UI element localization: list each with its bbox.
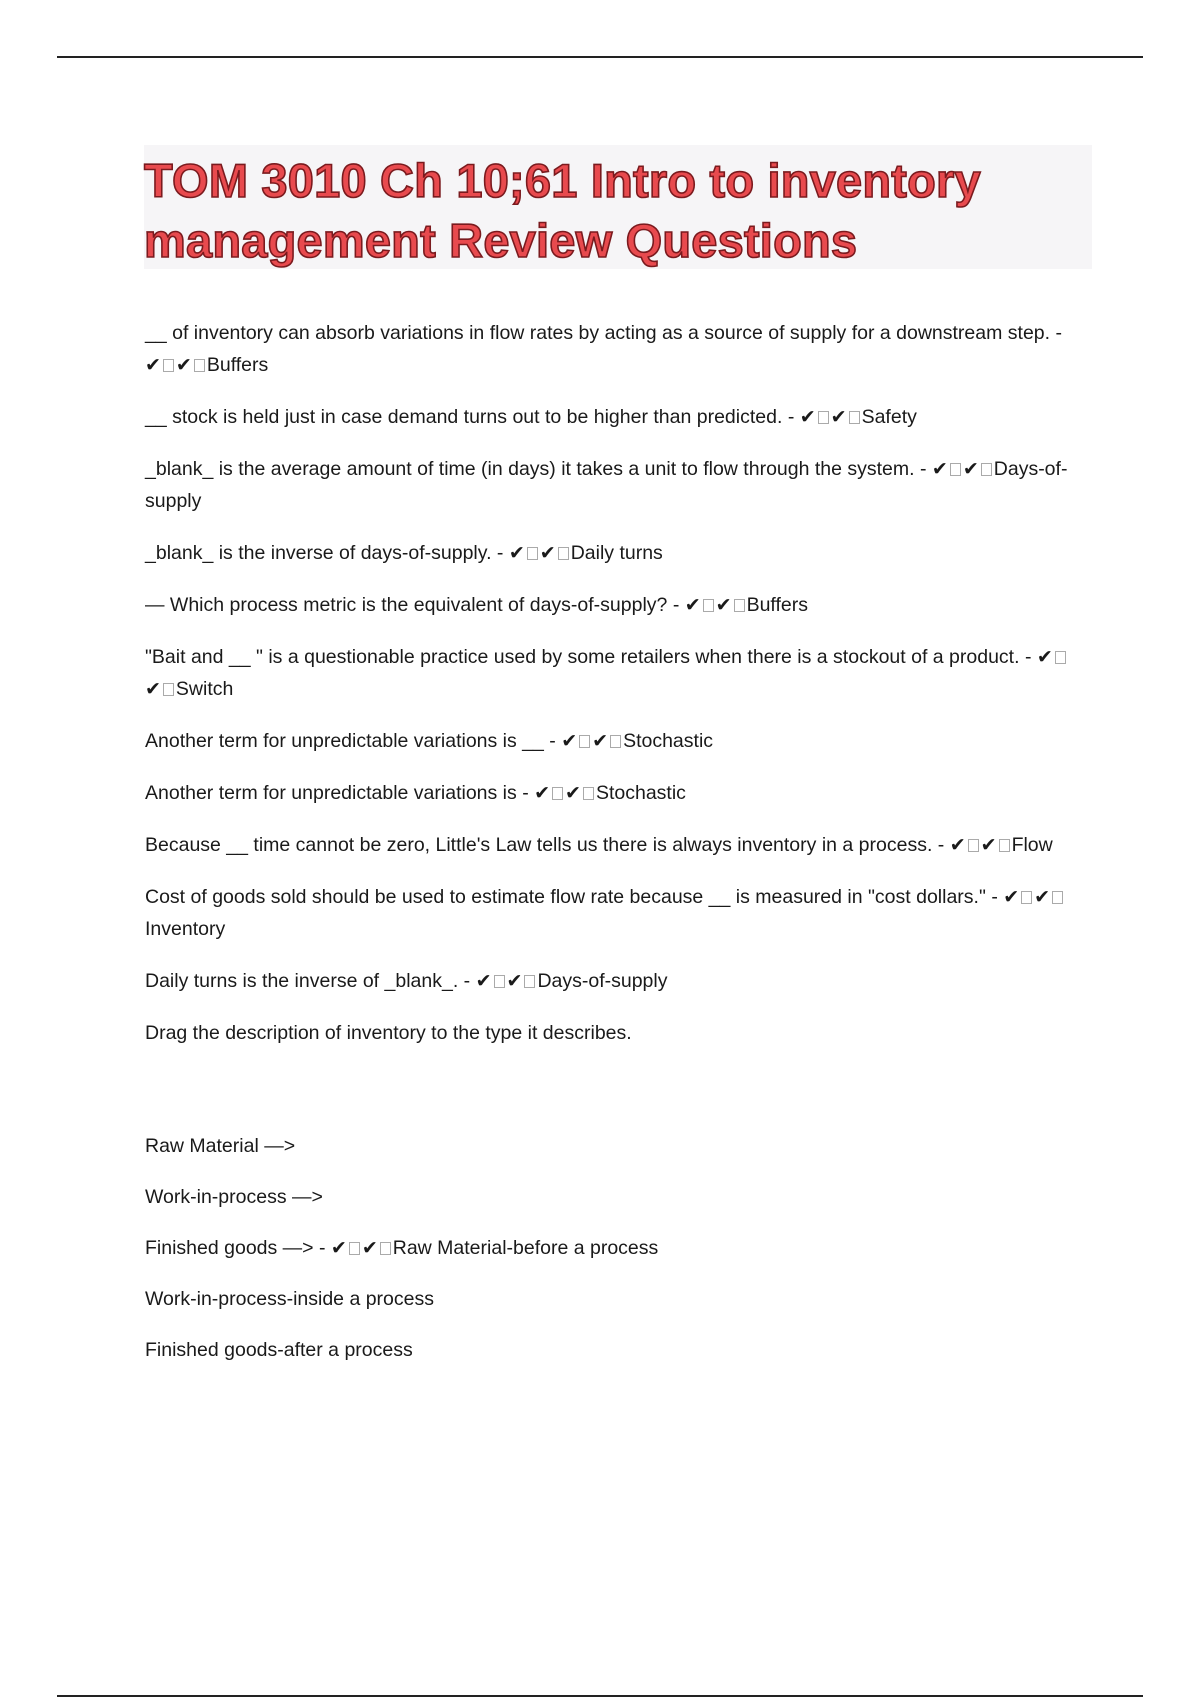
- box-icon: [380, 1242, 391, 1255]
- answer-text: Switch: [175, 678, 234, 700]
- check-icon: ✔: [715, 594, 732, 616]
- question-item: Another term for unpredictable variations is - ✔ ✔ Stochastic: [145, 782, 686, 804]
- check-icon: ✔: [506, 970, 523, 992]
- box-icon: [999, 839, 1010, 852]
- check-icon: ✔: [592, 730, 609, 752]
- question-item: "Bait and __ " is a questionable practice used by some retailers when there is a stockout of a product. - ✔✔ Switch: [145, 641, 1075, 705]
- check-icon: ✔: [684, 594, 701, 616]
- question-text: Another term for unpredictable variations is: [145, 782, 517, 804]
- bottom-rule: [57, 1695, 1143, 1697]
- check-icon: ✔: [949, 834, 966, 856]
- check-icon: ✔: [145, 354, 161, 376]
- box-icon: [950, 463, 961, 476]
- box-icon: [163, 683, 174, 696]
- drag-question-prompt: Drag the description of inventory to the type it describes.: [145, 1022, 632, 1044]
- box-icon: [1055, 651, 1066, 664]
- answer-text: Stochastic: [623, 730, 714, 752]
- question-text: Because __ time cannot be zero, Little's Law tells us there is always inventory in a process.: [145, 834, 933, 856]
- answer-line-work-in-process: Work-in-process-inside a process: [145, 1288, 434, 1310]
- top-rule: [57, 56, 1143, 58]
- box-icon: [734, 599, 745, 612]
- answer-text: Safety: [861, 406, 917, 428]
- drag-item-finished-goods: Finished goods —> - ✔ ✔ Raw Material-before a process: [145, 1237, 659, 1259]
- question-item: Because __ time cannot be zero, Little's Law tells us there is always inventory in a process. - ✔ ✔ Flow: [145, 834, 1053, 856]
- answer-text: Inventory: [145, 918, 226, 940]
- question-item: Cost of goods sold should be used to estimate flow rate because __ is measured in "cost dollars." - ✔ ✔Inventory: [145, 881, 1075, 945]
- box-icon: [968, 839, 979, 852]
- check-icon: ✔: [931, 458, 948, 480]
- check-icon: ✔: [330, 1237, 347, 1259]
- check-icon: ✔: [1036, 646, 1053, 668]
- question-item: _blank_ is the inverse of days-of-supply. - ✔ ✔ Daily turns: [145, 542, 663, 564]
- check-icon: ✔: [175, 354, 192, 376]
- answer-text: Buffers: [206, 354, 269, 376]
- blank-spacer: [145, 1068, 1075, 1130]
- title-banner: [144, 145, 1092, 269]
- box-icon: [818, 411, 829, 424]
- answer-text: Daily turns: [570, 542, 663, 564]
- question-item: Another term for unpredictable variations is __ - ✔ ✔ Stochastic: [145, 730, 714, 752]
- check-icon: ✔: [799, 406, 816, 428]
- check-icon: ✔: [534, 782, 551, 804]
- box-icon: [1052, 891, 1063, 904]
- box-icon: [1021, 891, 1032, 904]
- answer-text: Days-of-supply: [145, 458, 1068, 512]
- box-icon: [981, 463, 992, 476]
- box-icon: [552, 787, 563, 800]
- question-text: — Which process metric is the equivalent of days-of-supply?: [145, 594, 668, 616]
- drag-item-label: Finished goods —>: [145, 1237, 314, 1259]
- question-text: __ stock is held just in case demand turns out to be higher than predicted.: [145, 406, 783, 428]
- answer-text: Buffers: [746, 594, 809, 616]
- check-icon: ✔: [962, 458, 979, 480]
- check-icon: ✔: [980, 834, 997, 856]
- box-icon: [849, 411, 860, 424]
- title-line-1: TOM 3010 Ch 10;61 Intro to inventory: [144, 154, 981, 207]
- check-icon: ✔: [539, 542, 556, 564]
- check-icon: ✔: [475, 970, 492, 992]
- answer-text: Days-of-supply: [537, 970, 668, 992]
- box-icon: [349, 1242, 360, 1255]
- question-text: "Bait and __ " is a questionable practice used by some retailers when there is a stockout of a product.: [145, 646, 1020, 668]
- check-icon: ✔: [1003, 886, 1020, 908]
- drag-item-work-in-process: Work-in-process —>: [145, 1186, 323, 1208]
- question-text: _blank_ is the average amount of time (in days) it takes a unit to flow through the system.: [145, 458, 915, 480]
- box-icon: [194, 359, 205, 372]
- question-text: _blank_ is the inverse of days-of-supply.: [145, 542, 492, 564]
- question-text: Daily turns is the inverse of _blank_.: [145, 970, 459, 992]
- check-icon: ✔: [830, 406, 847, 428]
- box-icon: [703, 599, 714, 612]
- box-icon: [579, 735, 590, 748]
- box-icon: [583, 787, 594, 800]
- question-text: Cost of goods sold should be used to estimate flow rate because __ is measured in "cost dollars.": [145, 886, 986, 908]
- answer-text: Stochastic: [595, 782, 686, 804]
- check-icon: ✔: [145, 678, 161, 700]
- drag-item-raw-material: Raw Material —>: [145, 1135, 296, 1157]
- check-icon: ✔: [508, 542, 525, 564]
- box-icon: [494, 975, 505, 988]
- box-icon: [527, 547, 538, 560]
- check-icon: ✔: [561, 730, 578, 752]
- question-item: __ of inventory can absorb variations in flow rates by acting as a source of supply for a downstream step. - ✔ ✔ Buffers: [145, 322, 1062, 376]
- title-line-2: management Review Questions: [144, 214, 858, 267]
- question-list: [145, 317, 1075, 1385]
- question-item: __ stock is held just in case demand turns out to be higher than predicted. - ✔ ✔ Safety: [145, 406, 917, 428]
- question-text: Another term for unpredictable variations is __: [145, 730, 544, 752]
- box-icon: [524, 975, 535, 988]
- question-text: __ of inventory can absorb variations in flow rates by acting as a source of supply for a downstream step.: [145, 322, 1051, 344]
- answer-text: Raw Material-before a process: [392, 1237, 659, 1259]
- box-icon: [558, 547, 569, 560]
- check-icon: ✔: [1034, 886, 1051, 908]
- question-item: — Which process metric is the equivalent of days-of-supply? - ✔ ✔ Buffers: [145, 594, 809, 616]
- box-icon: [163, 359, 174, 372]
- document-title: [144, 151, 981, 271]
- question-item: Daily turns is the inverse of _blank_. - ✔ ✔ Days-of-supply: [145, 970, 668, 992]
- question-item: _blank_ is the average amount of time (in days) it takes a unit to flow through the system. - ✔ ✔ Days-of-supply: [145, 458, 1068, 512]
- check-icon: ✔: [565, 782, 581, 804]
- answer-line-finished-goods: Finished goods-after a process: [145, 1339, 413, 1361]
- check-icon: ✔: [361, 1237, 378, 1259]
- answer-text: Flow: [1011, 834, 1053, 856]
- box-icon: [610, 735, 621, 748]
